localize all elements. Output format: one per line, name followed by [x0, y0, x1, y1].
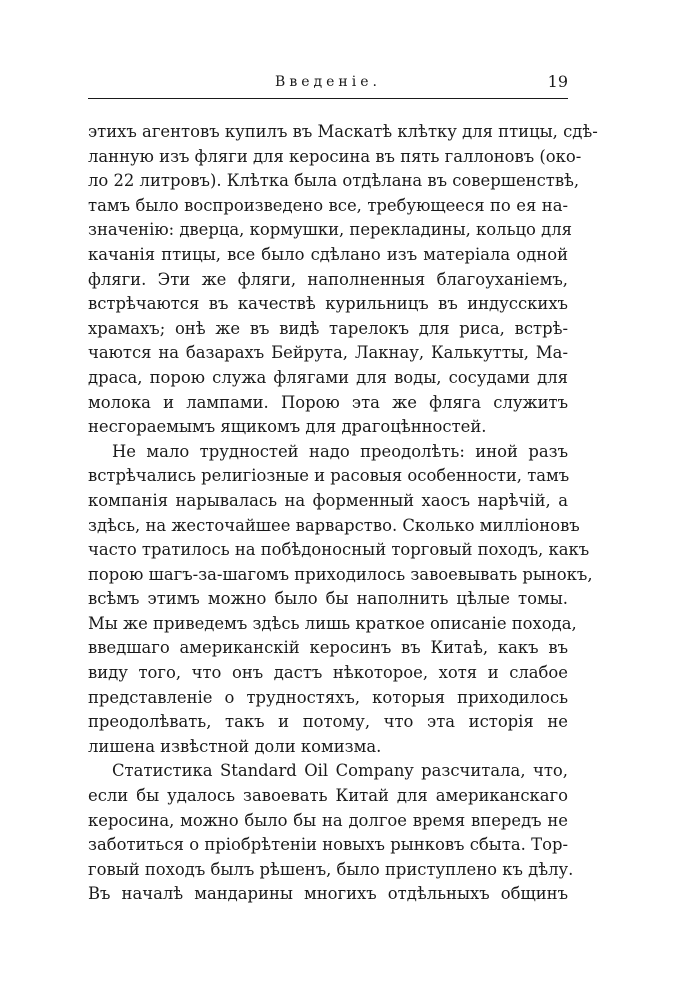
- text-line: представленіе о трудностяхъ, которыя приходилось: [88, 687, 568, 707]
- paragraph: [88, 440, 593, 760]
- text-line: драса, порою служа флягами для воды, сосудами для: [88, 367, 568, 387]
- text-line: фляги. Эти же фляги, наполненныя благоуханіемъ,: [88, 269, 568, 289]
- text-line: лишена извѣстной доли комизма.: [88, 736, 382, 756]
- paragraph: [88, 120, 598, 440]
- text-line: здѣсь, на жесточайшее варварство. Сколько милліоновъ: [88, 515, 580, 535]
- text-line: говый походъ былъ рѣшенъ, было приступлено къ дѣлу.: [88, 859, 574, 879]
- text-line: храмахъ; онѣ же въ видѣ тарелокъ для риса, встрѣ-: [88, 318, 568, 338]
- text-line: Статистика Standard Oil Company разсчитала, что,: [112, 761, 568, 781]
- text-line: Не мало трудностей надо преодолѣть: иной разъ: [112, 441, 568, 461]
- text-line: керосина, можно было бы на долгое время впередъ не: [88, 810, 568, 830]
- running-header: [88, 68, 568, 98]
- body-text: [88, 120, 598, 907]
- running-title: Введеніе.: [275, 74, 381, 90]
- text-line: всѣмъ этимъ можно было бы наполнить цѣлые томы.: [88, 589, 568, 609]
- text-line: встрѣчаются въ качествѣ курильницъ въ индусскихъ: [88, 294, 568, 314]
- text-line: компанія нарывалась на форменный хаосъ нарѣчій, а: [88, 490, 568, 510]
- text-line: порою шагъ-за-шагомъ приходилось завоевывать рынокъ,: [88, 564, 593, 584]
- text-line: ло 22 литровъ). Клѣтка была отдѣлана въ совершенствѣ,: [88, 171, 580, 191]
- text-line: Мы же приведемъ здѣсь лишь краткое описаніе похода,: [88, 613, 577, 633]
- page-number: 19: [547, 72, 568, 91]
- text-line: значенію: дверца, кормушки, перекладины, кольцо для: [88, 220, 572, 240]
- text-line: ланную изъ фляги для керосина въ пять галлоновъ (око-: [88, 146, 582, 166]
- text-line: введшаго американскій керосинъ въ Китаѣ, какъ въ: [88, 638, 568, 658]
- header-rule: [88, 98, 568, 99]
- text-line: этихъ агентовъ купилъ въ Маскатѣ клѣтку для птицы, сдѣ-: [88, 122, 598, 141]
- text-line: тамъ было воспроизведено все, требующееся по ея на-: [88, 195, 568, 215]
- text-line: часто тратилось на побѣдоносный торговый походъ, какъ: [88, 540, 590, 560]
- text-line: качанія птицы, все было сдѣлано изъ матеріала одной: [88, 244, 568, 264]
- text-line: заботиться о пріобрѣтеніи новыхъ рынковъ сбыта. Тор-: [88, 835, 568, 855]
- text-line: чаются на базарахъ Бейрута, Лакнау, Калькутты, Ма-: [88, 343, 568, 363]
- text-line: несгораемымъ ящикомъ для драгоцѣнностей.: [88, 417, 487, 437]
- text-line: преодолѣвать, такъ и потому, что эта исторія не: [88, 712, 568, 732]
- text-line: если бы удалось завоевать Китай для американскаго: [88, 786, 568, 806]
- text-line: встрѣчались религіозные и расовыя особенности, тамъ: [88, 466, 570, 486]
- paragraph: [88, 759, 574, 907]
- text-line: молока и лампами. Порою эта же фляга служитъ: [88, 392, 568, 412]
- text-line: Въ началѣ мандарины многихъ отдѣльныхъ общинъ: [88, 884, 568, 904]
- text-line: виду того, что онъ дастъ нѣкоторое, хотя и слабое: [88, 663, 568, 683]
